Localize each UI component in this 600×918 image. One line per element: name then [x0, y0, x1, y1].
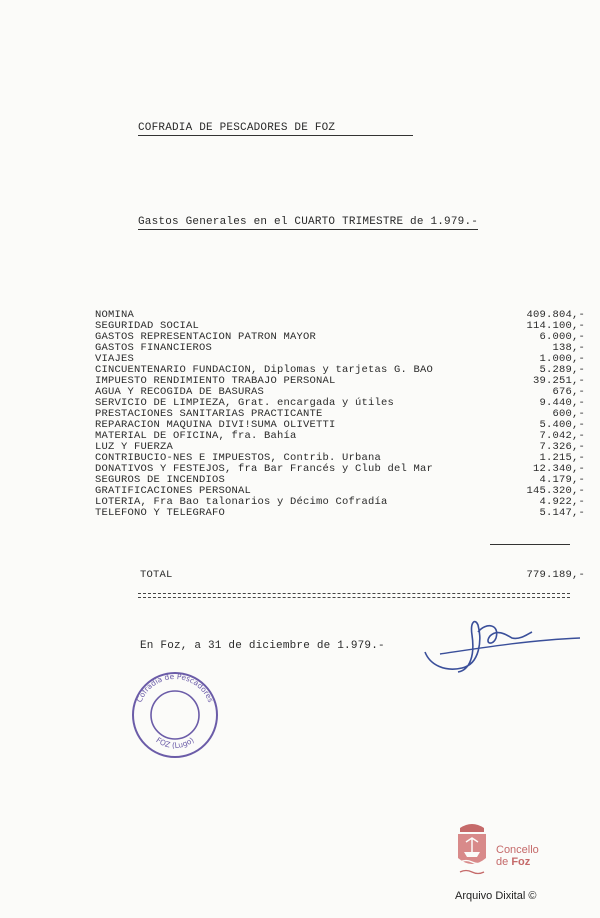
- expense-label: TELEFONO Y TELEGRAFO: [95, 507, 226, 519]
- expense-list: [95, 310, 585, 519]
- expense-amount: 114.100,-: [526, 320, 585, 332]
- expense-amount: 4.179,-: [539, 474, 585, 486]
- sum-underline: [490, 544, 570, 545]
- expense-label: LUZ Y FUERZA: [95, 441, 174, 453]
- expense-label: SERVICIO DE LIMPIEZA, Grat. encargada y útiles: [95, 397, 395, 409]
- expense-amount: 409.804,-: [526, 309, 585, 321]
- signature-image: [420, 610, 590, 680]
- expense-label: CINCUENTENARIO FUNDACION, Diplomas y tarjetas G. BAO: [95, 364, 434, 376]
- date-line: En Foz, a 31 de diciembre de 1.979.-: [140, 640, 385, 652]
- concello-logo-text: [496, 844, 539, 868]
- expense-amount: 5.289,-: [539, 364, 585, 376]
- expense-row: [95, 343, 585, 354]
- svg-text:Cofradía de Pescadores: Cofradía de Pescadores: [134, 671, 216, 704]
- expense-amount: 600,-: [552, 408, 585, 420]
- expense-amount: 138,-: [552, 342, 585, 354]
- archive-credit: Arquivo Dixital ©: [455, 890, 537, 902]
- expense-label: REPARACION MAQUINA DIVI!SUMA OLIVETTI: [95, 419, 336, 431]
- expense-label: GRATIFICACIONES PERSONAL: [95, 485, 252, 497]
- expense-label: GASTOS REPRESENTACION PATRON MAYOR: [95, 331, 317, 343]
- double-rule: [138, 593, 570, 598]
- expense-label: LOTERIA, Fra Bao talonarios y Décimo Cofradía: [95, 496, 388, 508]
- expense-amount: 1.215,-: [539, 452, 585, 464]
- expense-amount: 1.000,-: [539, 353, 585, 365]
- expense-label: NOMINA: [95, 309, 135, 321]
- logo-line2-bold: Foz: [511, 856, 531, 868]
- total-label: TOTAL: [140, 569, 173, 581]
- expense-amount: 7.042,-: [539, 430, 585, 442]
- expense-label: IMPUESTO RENDIMIENTO TRABAJO PERSONAL: [95, 375, 336, 387]
- expense-label: CONTRIBUCIO-NES E IMPUESTOS, Contrib. Urbana: [95, 452, 382, 464]
- expense-amount: 145.320,-: [526, 485, 585, 497]
- seal-stamp-image: [125, 665, 225, 765]
- expense-amount: 6.000,-: [539, 331, 585, 343]
- document-title: COFRADIA DE PESCADORES DE FOZ: [138, 122, 413, 136]
- expense-label: PRESTACIONES SANITARIAS PRACTICANTE: [95, 408, 323, 420]
- expense-amount: 7.326,-: [539, 441, 585, 453]
- expense-amount: 5.400,-: [539, 419, 585, 431]
- expense-label: VIAJES: [95, 353, 135, 365]
- logo-line1: Concello: [496, 844, 539, 856]
- expense-amount: 12.340,-: [532, 463, 585, 475]
- svg-text:FOZ (Lugo): FOZ (Lugo): [154, 735, 196, 750]
- expense-amount: 39.251,-: [532, 375, 585, 387]
- expense-label: SEGURIDAD SOCIAL: [95, 320, 200, 332]
- expense-row: [95, 508, 585, 519]
- expense-label: DONATIVOS Y FESTEJOS, fra Bar Francés y Club del Mar: [95, 463, 434, 475]
- expense-label: GASTOS FINANCIEROS: [95, 342, 213, 354]
- expense-amount: 676,-: [552, 386, 585, 398]
- logo-line2-prefix: de: [496, 856, 509, 868]
- expense-amount: 4.922,-: [539, 496, 585, 508]
- expense-amount: 9.440,-: [539, 397, 585, 409]
- ship-crest-icon: [452, 822, 492, 882]
- expense-amount: 5.147,-: [539, 507, 585, 519]
- concello-logo: [452, 822, 572, 882]
- expense-label: MATERIAL DE OFICINA, fra. Bahía: [95, 430, 297, 442]
- document-subtitle: Gastos Generales en el CUARTO TRIMESTRE de 1.979.-: [138, 216, 479, 228]
- total-amount: 779.189,-: [526, 569, 585, 581]
- expense-label: AGUA Y RECOGIDA DE BASURAS: [95, 386, 265, 398]
- expense-label: SEGUROS DE INCENDIOS: [95, 474, 226, 486]
